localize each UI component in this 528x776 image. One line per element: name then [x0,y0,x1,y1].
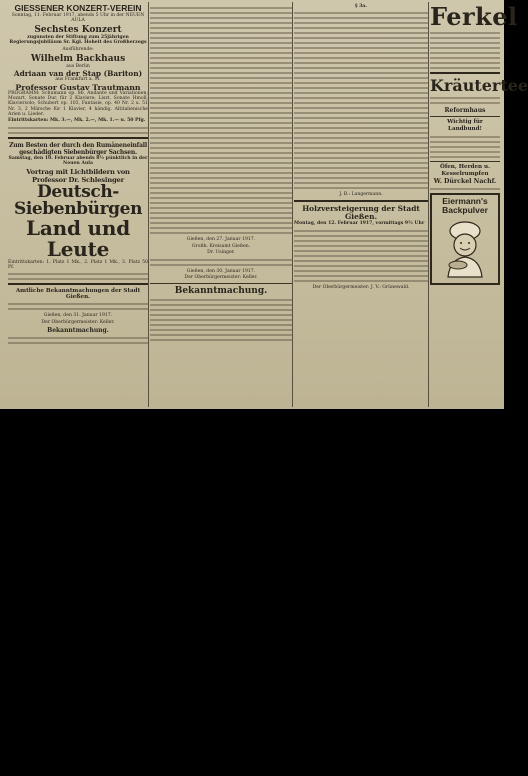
ad-eiermann: Eiermann's Backpulver [442,196,488,215]
ad-text [430,97,500,104]
ad-eiermann-box [430,193,500,285]
concert-program: PROGRAMM: Schumann op. 86, Andante und Variationen; Mozart, Sonate Dur, für 2 Klaviere; Liszt, Sonate Hmoll, Klaviersolo; Schubert op. 103, Fantasie, op. 40 Nr. 2 u. 51 Nr. 3, 2 Märsche für 1 Klavier, 4 händig. Altitalienische Arien u. Lieder. [8,90,148,117]
signature: J. B.: Langermann. [339,192,383,198]
benefit-banner: Zum Besten der durch den Rumäneneinfall geschädigten Siebenbürger Sachsen. [9,141,147,156]
body-text-block [150,299,292,341]
column-4-ads [430,2,528,407]
ad-text [430,32,500,69]
lecture-date: Samstag, den 10. Februar abends 8½ pünktlich in der Neuen Aula [8,155,148,166]
sale-list [294,230,428,282]
performers-label: Ausführende: [62,46,94,52]
ad-reformhaus: Reformhaus [444,107,486,114]
ad-kraeutertee: Kräutertee [430,76,528,95]
ad-ferkel: Ferkel [430,2,518,31]
baker-illustration-icon [434,215,496,277]
lecture-title: Vortrag mit Lichtbildern von Professor Dr. Schlesinger [26,167,130,184]
body-text-block [150,7,292,234]
body-text-block [150,259,292,266]
ad-landbund: Wichtig für Landbund! [447,119,483,132]
notice-date: Gießen, den 27. Januar 1917. [186,237,256,242]
sale-date: Montag, den 12. Februar 1917, vormittags 9½ Uhr [294,221,425,227]
paragraph-marker: § 3a. [355,4,367,9]
body-text-block [294,12,428,189]
concert-date: Sonntag, 11. Februar 1917, abends 5 Uhr in der NEUEN AULA [11,13,145,24]
sale-title: Holzversteigerung der Stadt Gießen. [302,204,420,222]
performer-2: Adriaan van der Stap (Bariton) [13,69,143,79]
lecture-topic-1: Deutsch-Siebenbürgen [13,181,143,219]
notice-2-title: Bekanntmachung. [47,326,109,334]
ad-text [430,188,500,190]
performer-1-city: aus Berlin [66,63,90,69]
lecture-prices: Eintrittskarten: 1. Platz 1 Mk., 2. Platz 1 Mk., 3. Platz 50 Pf. [8,259,148,270]
ad-text [430,136,500,158]
notice-2-date: Gießen, den 30. Januar 1917. [186,268,256,274]
sale-sign: Der Oberbürgermeister: J. V.: Grünewald. [312,284,410,290]
notice-1-sign: Der Oberbürgermeister: Keller. [41,320,115,326]
notice-1-date: Gießen, den 31. Januar 1917. [43,313,113,319]
notice-1-title: Amtliche Bekanntmachungen der Stadt Gießen. [15,287,141,301]
column-3 [294,4,428,407]
fine-print [8,273,148,280]
fine-print [8,337,148,344]
performer-1: Wilhelm Backhaus [30,53,126,64]
concert-title: Sechstes Konzert [34,24,122,35]
ad-vendor: W. Dürckel Nachf. [433,178,497,185]
column-1 [8,4,148,407]
performer-3: Professor Gustav Trautmann [15,82,141,92]
concert-header: GIESSENER KONZERT-VEREIN [14,3,142,13]
notice-2-sign: Der Oberbürgermeister: Keller. [184,275,258,281]
notice-heading: Bekanntmachung. [174,285,268,296]
column-2 [150,4,292,407]
performer-2-city: aus Frankfurt a. M. [55,77,101,83]
scan-border-black [0,409,504,776]
concert-tickets: Eintrittskarten: Mk. 3.—, Mk. 2.—, Mk. 1.— u. 50 Pfg. [8,118,146,124]
notice-office: Großh. Kreisamt Gießen. [191,243,251,249]
lecture-topic-2: Land und Leute [26,215,130,261]
fine-print [8,127,148,134]
ad-oefen: Öfen, Herden u. Kesselrumpfen [439,164,491,177]
fine-print [8,303,148,310]
concert-occasion: zugunsten der Stiftung zum 25jährigen Regierungsjubiläum Sr. Kgl. Hoheit des Großherzogs [9,34,147,46]
notice-sign: Dr. Usinger. [207,250,235,256]
